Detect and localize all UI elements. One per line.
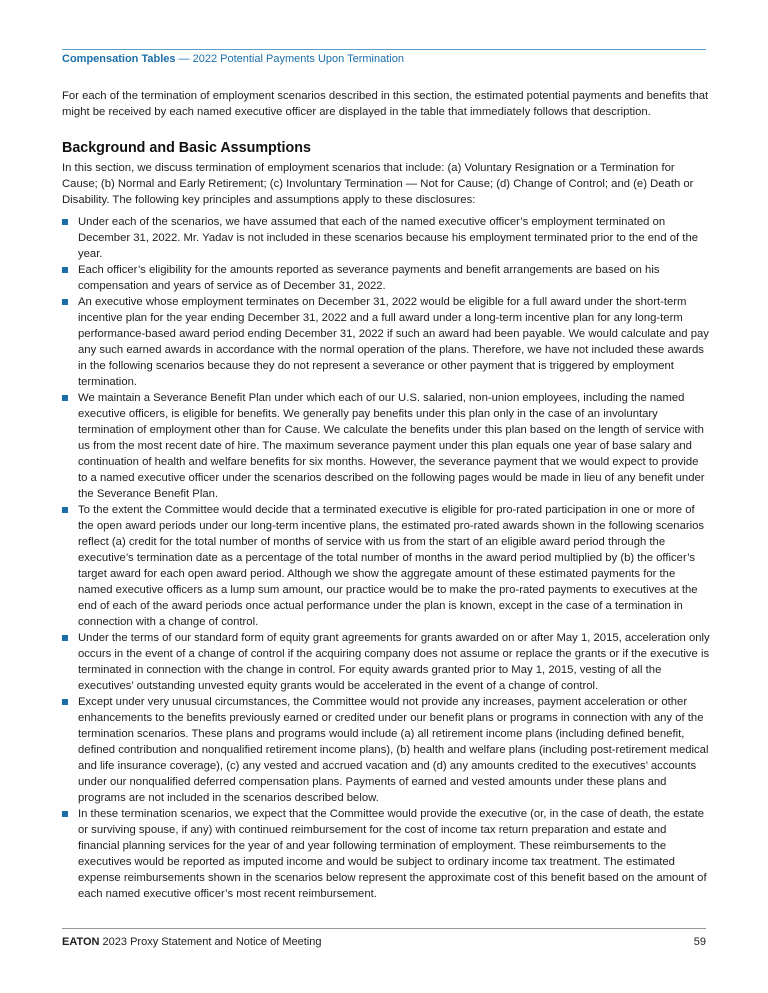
section-title: Compensation Tables xyxy=(62,53,176,65)
bullet-square-icon xyxy=(62,299,68,305)
intro-paragraph: For each of the termination of employment scenarios described in this section, the estimated potential payments and benefits that might be received by each named executive officer are displayed in the table that immediately follows that description. xyxy=(62,90,709,118)
background-intro: In this section, we discuss termination of employment scenarios that include: (a) Voluntary Resignation or a Termination for Cause; (b) Normal and Early Retirement; (c) Involuntary Termination — Not for Cause; (d) Change of Control; and (e) Death or Disability. The following key principles and assumptions apply to these disclosures: xyxy=(62,162,694,206)
list-item-text: Under the terms of our standard form of equity grant agreements for grants awarded on or after May 1, 2015, acceleration only occurs in the event of a change of control if the acquiring company does not assume or replace the grants or if the executive is terminated in connection with the change in control. For equity awards granted prior to May 1, 2015, vesting of all the executives’ outstanding unvested equity grants would be accelerated in the event of a change of control. xyxy=(78,632,710,692)
assumptions-list xyxy=(62,214,710,902)
list-item-text: To the extent the Committee would decide that a terminated executive is eligible for pro-rated participation in one or more of the open award periods under our long-term incentive plans, the estimated pro-rated awards shown in the following scenarios reflect (a) credit for the total number of months of service with us from the start of an eligible award period through the executive’s termination date as a percentage of the total number of months in the award period multiplied by (b) the officer’s target award for each open award period. Although we show the aggregate amount of these estimated payments for the named executive officers as a lump sum amount, our practice would be to make the pro-rated payments to executives at the end of each of the award periods once actual performance under the plan is known, except in the case of a termination in connection with a change of control. xyxy=(78,504,705,628)
bullet-square-icon xyxy=(62,507,68,513)
footer-title xyxy=(62,936,321,948)
footer-rule xyxy=(62,928,706,929)
bullet-square-icon xyxy=(62,635,68,641)
bullet-square-icon xyxy=(62,395,68,401)
page-content xyxy=(62,88,710,902)
footer-doc-title: 2023 Proxy Statement and Notice of Meeting xyxy=(99,936,322,948)
page-number: 59 xyxy=(693,936,706,948)
list-item xyxy=(62,694,710,806)
list-item-text: Except under very unusual circumstances, the Committee would not provide any increases, payment acceleration or other enhancements to the benefits previously earned or credited under our benefit plans or programs in connection with any of the termination scenarios. These plans and programs would include (a) all retirement income plans (including defined benefit, defined contribution and nonqualified retirement income plans), (b) health and welfare plans (including post-retirement medical and life insurance coverage), (c) any vested and accrued vacation and (d) any amounts credited to the executives’ accounts under our nonqualified deferred compensation plans. Payments of earned and vested amounts under these plans and programs are not included in the scenarios described below. xyxy=(78,696,709,804)
list-item-text: Each officer’s eligibility for the amounts reported as severance payments and benefit arrangements are based on his compensation and years of service as of December 31, 2022. xyxy=(78,264,660,292)
header-rule xyxy=(62,49,706,50)
bullet-square-icon xyxy=(62,219,68,225)
bullet-square-icon xyxy=(62,699,68,705)
list-item xyxy=(62,262,710,294)
list-item-text: Under each of the scenarios, we have assumed that each of the named executive officer’s employment terminated on December 31, 2022. Mr. Yadav is not included in these scenarios because his employment terminated prior to the end of the year. xyxy=(78,216,699,260)
footer-brand: EATON xyxy=(62,936,100,948)
list-item xyxy=(62,630,710,694)
section-header xyxy=(62,53,404,65)
bullet-square-icon xyxy=(62,267,68,273)
list-item xyxy=(62,502,710,630)
list-item xyxy=(62,214,710,262)
list-item-text: An executive whose employment terminates on December 31, 2022 would be eligible for a full award under the short-term incentive plan for the year ending December 31, 2022 and a full award under a long-term incentive plan for any long-term performance-based award period ending December 31, 2022 if such an award had been payable. We would calculate and pay any such earned awards in accordance with the normal operation of the plans. Therefore, we have not included these awards in the following scenarios because they do not represent a severance or other payment that is triggered by employment termination. xyxy=(78,296,709,388)
background-heading: Background and Basic Assumptions xyxy=(62,140,311,156)
bullet-square-icon xyxy=(62,811,68,817)
list-item-text: We maintain a Severance Benefit Plan under which each of our U.S. salaried, non-union employees, including the named executive officers, is eligible for benefits. We generally pay benefits under this plan only in the case of an involuntary termination of employment other than for Cause. We calculate the benefits under this plan based on the length of service with us from the most recent date of hire. The maximum severance payment under this plan equals one year of base salary and continuation of health and welfare benefits for six months. However, the severance payment that we would expect to provide to a named executive officer under the scenarios described on the following pages would be made in lieu of any benefit under the Severance Benefit Plan. xyxy=(78,392,705,500)
list-item xyxy=(62,806,710,902)
list-item-text: In these termination scenarios, we expect that the Committee would provide the executive (or, in the case of death, the estate or surviving spouse, if any) with continued reimbursement for the cost of income tax return preparation and estate and financial planning services for the year of and year following termination of employment. These reimbursements to the executives would be reported as imputed income and would be subject to ordinary income tax treatment. The estimated expense reimbursements shown in the scenarios below represent the approximate cost of this benefit based on the amount of each named executive officer’s most recent reimbursement. xyxy=(78,808,707,900)
section-subtitle: — 2022 Potential Payments Upon Termination xyxy=(175,53,404,65)
list-item xyxy=(62,294,710,390)
list-item xyxy=(62,390,710,502)
